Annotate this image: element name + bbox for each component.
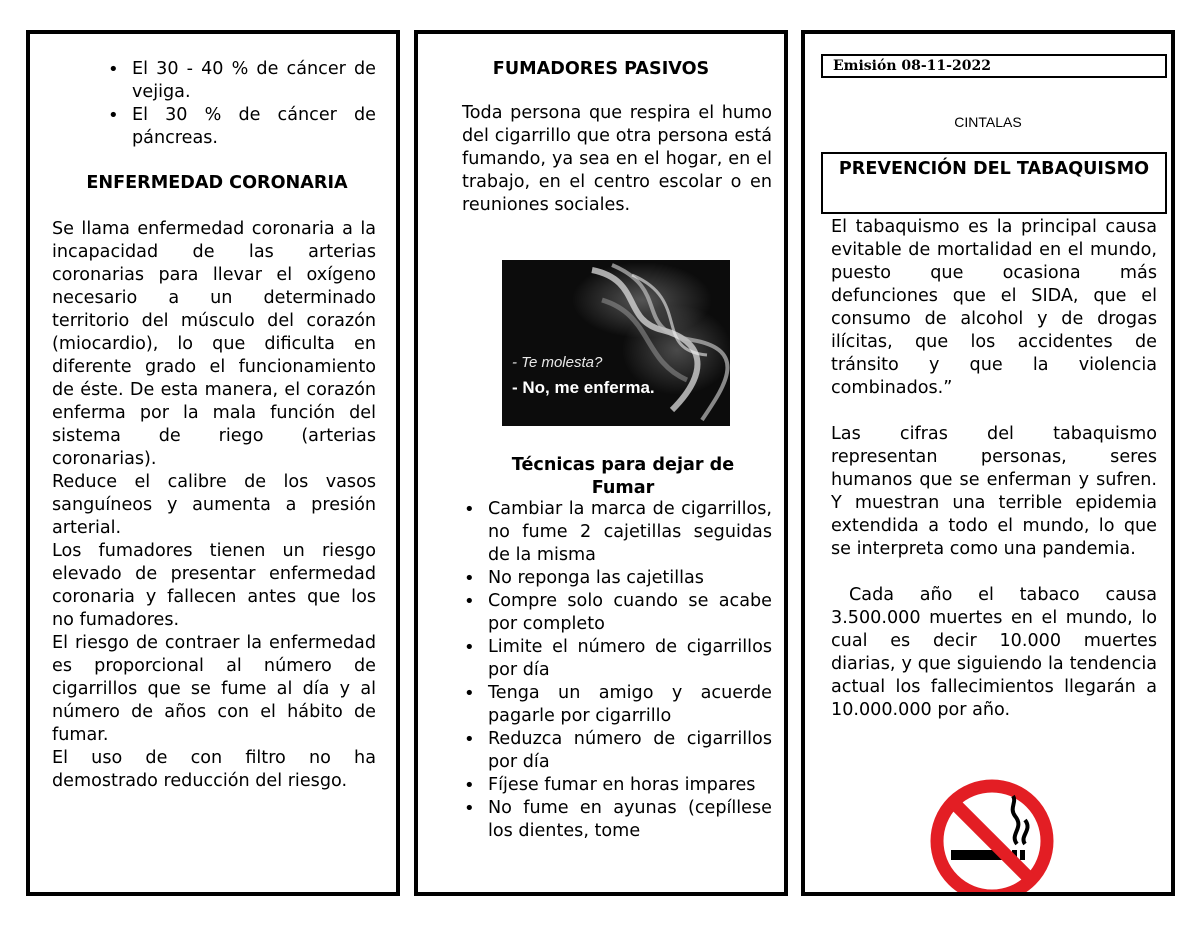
no-smoking-icon: [929, 778, 1055, 896]
list-item: • Fíjese fumar en horas impares: [488, 774, 772, 797]
list-item: • Reduzca número de cigarrillos por día: [488, 728, 772, 774]
panel-right: [801, 30, 1175, 896]
image-caption-question: - Te molesta?: [512, 354, 603, 371]
list-item: • Tenga un amigo y acuerde pagarle por cigarrillo: [488, 682, 772, 728]
cancer-stats-list: [132, 58, 376, 150]
paragraph: El riesgo de contraer la enfermedad es proporcional al número de cigarrillos que se fume al día y al número de años con el hábito de fumar.: [52, 633, 376, 745]
paragraph: Las cifras del tabaquismo representan personas, seres humanos que se enferman y sufren. Y muestran una terrible epidemia extendida a todo el mundo, lo que se interpreta como una pandemia.: [831, 424, 1157, 559]
smoke-icon: [502, 260, 730, 426]
paragraph: Reduce el calibre de los vasos sanguíneos y aumenta a presión arterial.: [52, 472, 376, 538]
list-item: • El 30 - 40 % de cáncer de vejiga.: [132, 58, 376, 104]
quit-techniques-list: [488, 498, 772, 843]
coronary-body: [52, 218, 376, 793]
coronary-heading: ENFERMEDAD CORONARIA: [86, 173, 348, 193]
list-item: • Compre solo cuando se acabe por completo: [488, 590, 772, 636]
passive-smokers-text: Toda persona que respira el humo del cigarrillo que otra persona está fumando, ya sea en el hogar, en el trabajo, en el centro escolar o en reuniones sociales.: [462, 103, 772, 215]
list-item: • El 30 % de cáncer de páncreas.: [132, 104, 376, 150]
smoke-image: [502, 260, 730, 426]
list-item: • Cambiar la marca de cigarrillos, no fume 2 cajetillas seguidas de la misma: [488, 498, 772, 567]
list-item: • Limite el número de cigarrillos por día: [488, 636, 772, 682]
panel-left: [26, 30, 400, 896]
quit-techniques-heading: Técnicas para dejar de Fumar: [511, 455, 735, 498]
image-caption-answer: - No, me enferma.: [512, 378, 655, 397]
organization-name: CINTALAS: [954, 114, 1022, 130]
list-item: • No reponga las cajetillas: [488, 567, 772, 590]
paragraph: El tabaquismo es la principal causa evitable de mortalidad en el mundo, puesto que ocasiona más defunciones que el SIDA, que el consumo de alcohol y de drogas ilícitas, que los accidentes de tránsito y que la violencia combinados.”: [831, 217, 1157, 398]
list-item: • No fume en ayunas (cepíllese los dientes, tome: [488, 797, 772, 843]
issue-date-box: Emisión 08-11-2022: [821, 54, 1167, 78]
prevention-body: [831, 216, 1157, 722]
paragraph: Se llama enfermedad coronaria a la incapacidad de las arterias coronarias para llevar el oxígeno necesario a un determinado territorio del músculo del corazón (miocardio), lo que dificulta en diferente grado el funcionamiento de éste. De esta manera, el corazón enferma por la mala función del sistema de riego (arterias coronarias).: [52, 219, 376, 469]
paragraph: Cada año el tabaco causa 3.500.000 muertes en el mundo, lo cual es decir 10.000 muertes diarias, y que siguiendo la tendencia actual los fallecimientos llegarán a 10.000.000 por año.: [831, 585, 1157, 720]
paragraph: Los fumadores tienen un riesgo elevado de presentar enfermedad coronaria y fallecen antes que los no fumadores.: [52, 541, 376, 630]
paragraph: El uso de con filtro no ha demostrado reducción del riesgo.: [52, 748, 376, 791]
panel-middle: [414, 30, 788, 896]
passive-smokers-heading: FUMADORES PASIVOS: [492, 59, 710, 79]
brochure-title: PREVENCIÓN DEL TABAQUISMO: [821, 152, 1167, 214]
